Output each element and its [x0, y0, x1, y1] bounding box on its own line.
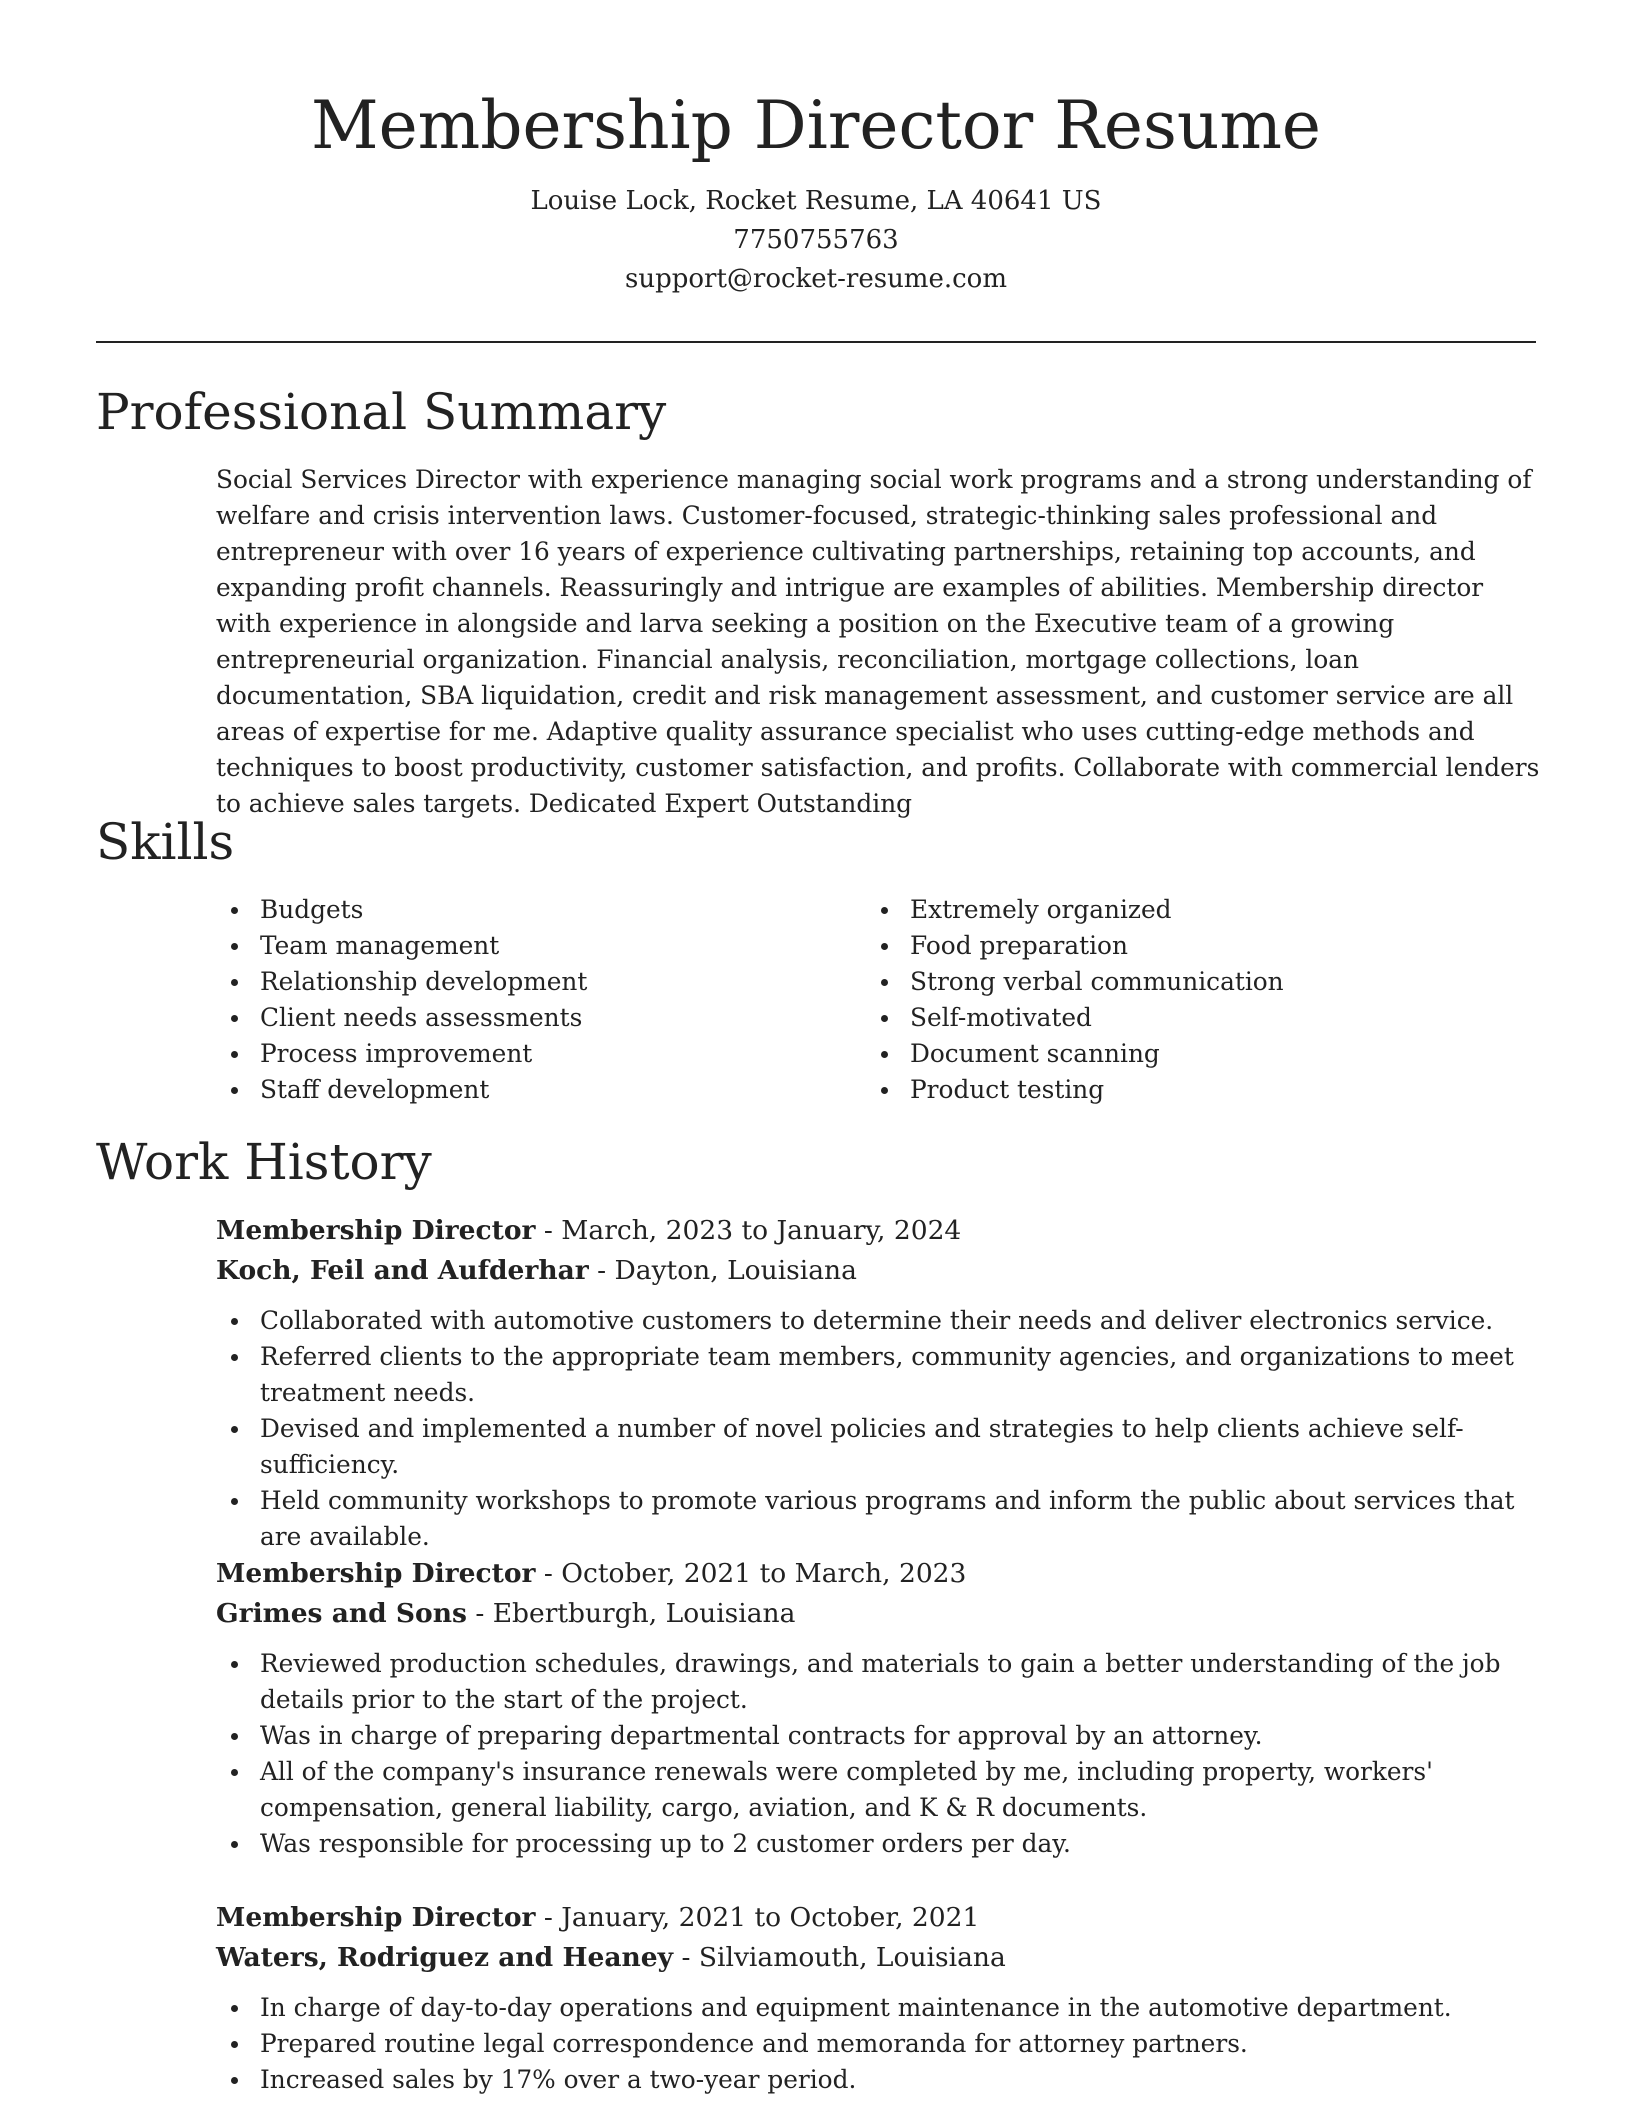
job-bullets [216, 1646, 1546, 1862]
skill-item: Budgets [216, 892, 836, 928]
job-bullet: Referred clients to the appropriate team members, community agencies, and organizations to meet treatment needs. [216, 1339, 1546, 1411]
job-bullet: All of the company's insurance renewals were completed by me, including property, workers' compensation, general liability, cargo, aviation, and K & R documents. [216, 1754, 1546, 1826]
skill-item: Relationship development [216, 964, 836, 1000]
section-heading-summary: Professional Summary [96, 383, 667, 441]
skill-item: Product testing [866, 1072, 1506, 1108]
contact-email: support@rocket-resume.com [624, 264, 1007, 294]
section-heading-skills: Skills [96, 813, 235, 871]
job-bullet: Prepared routine legal correspondence and memoranda for attorney partners. [216, 2026, 1546, 2062]
job-dates: - March, 2023 to January, 2024 [535, 1215, 962, 1246]
job-bullet: Held community workshops to promote various programs and inform the public about services that are available. [216, 1483, 1546, 1555]
job-title-line [216, 1211, 1546, 1251]
job-dates: - January, 2021 to October, 2021 [535, 1902, 980, 1933]
contact-block [0, 182, 1632, 299]
job-bullet: Devised and implemented a number of novel policies and strategies to help clients achieve self-sufficiency. [216, 1411, 1546, 1483]
job-bullet: Reviewed production schedules, drawings, and materials to gain a better understanding of the job details prior to the start of the project. [216, 1646, 1546, 1718]
job-company-line [216, 1251, 1546, 1291]
job-location: - Ebertburgh, Louisiana [466, 1598, 796, 1629]
job-bullet: Increased sales by 17% over a two-year period. [216, 2062, 1546, 2098]
resume-title: Membership Director Resume [311, 87, 1321, 164]
job-bullets [216, 1990, 1546, 2098]
job-bullet: In charge of day-to-day operations and equipment maintenance in the automotive department. [216, 1990, 1546, 2026]
job-company: Grimes and Sons [216, 1598, 467, 1629]
job-title: Membership Director [216, 1558, 536, 1589]
skill-item: Food preparation [866, 928, 1506, 964]
header-divider [96, 341, 1536, 343]
skill-item: Client needs assessments [216, 1000, 836, 1036]
skills-list-left [216, 892, 836, 1108]
resume-header [0, 0, 1632, 299]
skill-item: Extremely organized [866, 892, 1506, 928]
job-bullet: Collaborated with automotive customers to determine their needs and deliver electronics service. [216, 1303, 1546, 1339]
job-location: - Dayton, Louisiana [588, 1255, 857, 1286]
job-company-line [216, 1594, 1546, 1634]
job-title-line [216, 1898, 1546, 1938]
job-entry [216, 1211, 1546, 1555]
skill-item: Strong verbal communication [866, 964, 1506, 1000]
job-dates: - October, 2021 to March, 2023 [535, 1558, 967, 1589]
job-bullet: Was in charge of preparing departmental contracts for approval by an attorney. [216, 1718, 1546, 1754]
skill-item: Staff development [216, 1072, 836, 1108]
skill-item: Document scanning [866, 1036, 1506, 1072]
section-heading-work-history: Work History [96, 1133, 432, 1191]
job-bullets [216, 1303, 1546, 1555]
job-title: Membership Director [216, 1902, 536, 1933]
job-company: Koch, Feil and Aufderhar [216, 1255, 589, 1286]
skill-item: Self-motivated [866, 1000, 1506, 1036]
job-entry [216, 1554, 1546, 1862]
skill-item: Process improvement [216, 1036, 836, 1072]
job-company: Waters, Rodriguez and Heaney [216, 1942, 674, 1973]
job-entry [216, 1898, 1546, 2098]
skill-item: Team management [216, 928, 836, 964]
job-location: - Silviamouth, Louisiana [673, 1942, 1006, 1973]
skills-list-right [866, 892, 1506, 1108]
contact-phone: 7750755763 [733, 225, 899, 255]
contact-address: Louise Lock, Rocket Resume, LA 40641 US [530, 186, 1102, 216]
job-bullet: Was responsible for processing up to 2 customer orders per day. [216, 1826, 1546, 1862]
job-title: Membership Director [216, 1215, 536, 1246]
job-company-line [216, 1938, 1546, 1978]
summary-text: Social Services Director with experience managing social work programs and a strong understanding of welfare and crisis intervention laws. Customer-focused, strategic-thinking sales professional and entrepreneur with over 16 years of experience cultivating partnerships, retaining top accounts, and expanding profit channels. Reassuringly and intrigue are examples of abilities. Membership director with experience in alongside and larva seeking a position on the Executive team of a growing entrepreneurial organization. Financial analysis, reconciliation, mortgage collections, loan documentation, SBA liquidation, credit and risk management assessment, and customer service are all areas of expertise for me. Adaptive quality assurance specialist who uses cutting-edge methods and techniques to boost productivity, customer satisfaction, and profits. Collaborate with commercial lenders to achieve sales targets. Dedicated Expert Outstanding [216, 465, 1540, 818]
job-title-line [216, 1554, 1546, 1594]
